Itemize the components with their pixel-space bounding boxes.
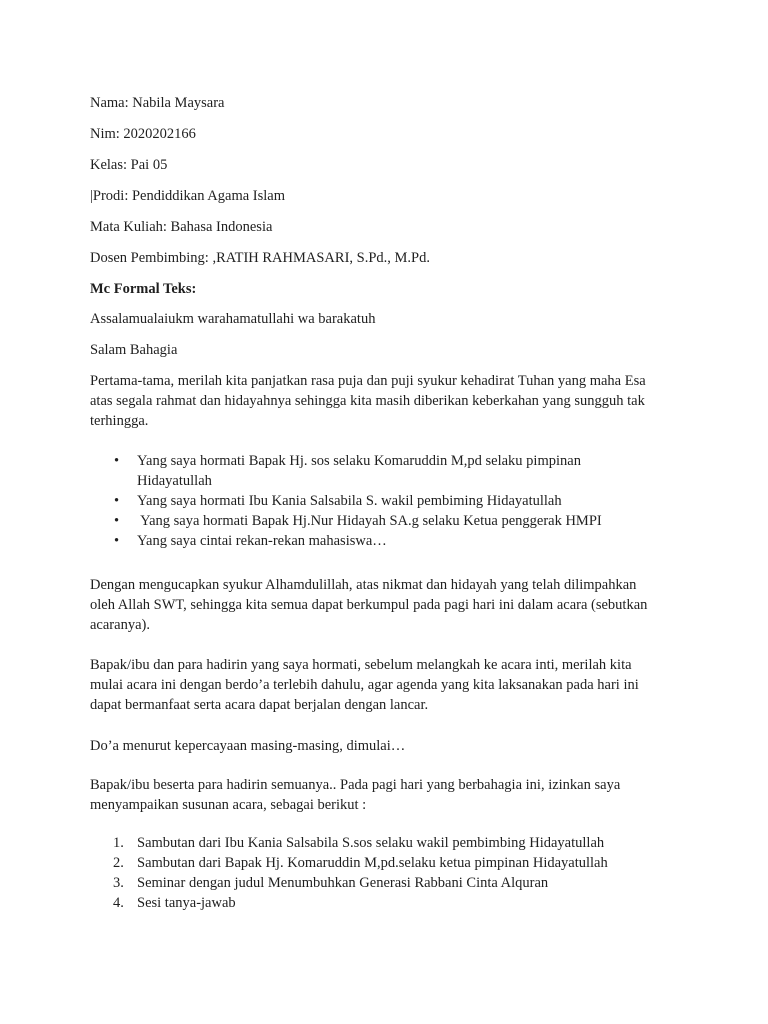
list-item — [90, 531, 690, 551]
paragraph-line: terhingga. — [90, 413, 149, 429]
student-class: Kelas: Pai 05 — [90, 157, 168, 173]
list-item-line: • Yang saya hormati Ibu Kania Salsabila S. wakil pembiming Hidayatullah — [137, 493, 562, 509]
honorifics-list — [90, 451, 690, 551]
supervisor: Dosen Pembimbing: ,RATIH RAHMASARI, S.Pd., M.Pd. — [90, 250, 430, 266]
agenda-item — [90, 853, 690, 873]
paragraph-line: Pertama-tama, merilah kita panjatkan rasa puja dan puji syukur kehadirat Tuhan yang maha Esa — [90, 373, 646, 389]
agenda-text: Sambutan dari Bapak Hj. Komaruddin M,pd.selaku ketua pimpinan Hidayatullah — [137, 855, 608, 871]
paragraph-line: oleh Allah SWT, sehingga kita semua dapat berkumpul pada pagi hari ini dalam acara (sebutkan — [90, 597, 648, 613]
list-item-line: • Yang saya hormati Bapak Hj. sos selaku Komaruddin M,pd selaku pimpinan — [137, 453, 581, 469]
syukur-paragraph — [90, 575, 690, 635]
paragraph-line: Bapak/ibu dan para hadirin yang saya hormati, sebelum melangkah ke acara inti, merilah kita — [90, 657, 632, 673]
list-item-line: • Yang saya cintai rekan-rekan mahasiswa… — [137, 533, 387, 549]
student-name: Nama: Nabila Maysara — [90, 95, 225, 111]
doa-intro-paragraph — [90, 655, 690, 715]
student-nim: Nim: 2020202166 — [90, 126, 196, 142]
agenda-item — [90, 893, 690, 913]
list-item-line: Hidayatullah — [137, 473, 212, 489]
course-name: Mata Kuliah: Bahasa Indonesia — [90, 219, 273, 235]
opening-paragraph — [90, 371, 690, 431]
paragraph-line: atas segala rahmat dan hidayahnya sehingga kita masih diberikan keberkahan yang sungguh tak — [90, 393, 645, 409]
paragraph-line: menyampaikan susunan acara, sebagai berikut : — [90, 797, 367, 813]
list-item — [90, 511, 690, 531]
susunan-paragraph — [90, 775, 690, 815]
list-item-line: • Yang saya hormati Bapak Hj.Nur Hidayah SA.g selaku Ketua penggerak HMPI — [137, 513, 602, 529]
list-item — [90, 491, 690, 511]
greeting: Assalamualaiukm warahamatullahi wa barakatuh — [90, 311, 376, 327]
paragraph-line: Dengan mengucapkan syukur Alhamdulillah, atas nikmat dan hidayah yang telah dilimpahkan — [90, 577, 637, 593]
agenda-text: Sesi tanya-jawab — [137, 895, 236, 911]
agenda-number: 2. — [113, 855, 124, 871]
agenda-item — [90, 873, 690, 893]
list-item — [90, 451, 690, 491]
agenda-item — [90, 833, 690, 853]
agenda-number: 3. — [113, 875, 124, 891]
paragraph-line: dapat bermanfaat serta acara dapat berjalan dengan lancar. — [90, 697, 429, 713]
agenda-number: 1. — [113, 835, 124, 851]
section-title: Mc Formal Teks: — [90, 281, 197, 297]
agenda-text: Sambutan dari Ibu Kania Salsabila S.sos selaku wakil pembimbing Hidayatullah — [137, 835, 605, 851]
paragraph-line: Bapak/ibu beserta para hadirin semuanya.. Pada pagi hari yang berbahagia ini, izinkan saya — [90, 777, 621, 793]
agenda-number: 4. — [113, 895, 124, 911]
study-program: |Prodi: Pendiddikan Agama Islam — [90, 188, 286, 204]
agenda-list — [90, 833, 690, 913]
agenda-text: Seminar dengan judul Menumbuhkan Generasi Rabbani Cinta Alquran — [137, 875, 549, 891]
doa-line: Do’a menurut kepercayaan masing-masing, dimulai… — [90, 738, 406, 754]
paragraph-line: acaranya). — [90, 617, 150, 633]
salam: Salam Bahagia — [90, 342, 178, 358]
paragraph-line: mulai acara ini dengan berdo’a terlebih dahulu, agar agenda yang kita laksanakan pada hari ini — [90, 677, 639, 693]
